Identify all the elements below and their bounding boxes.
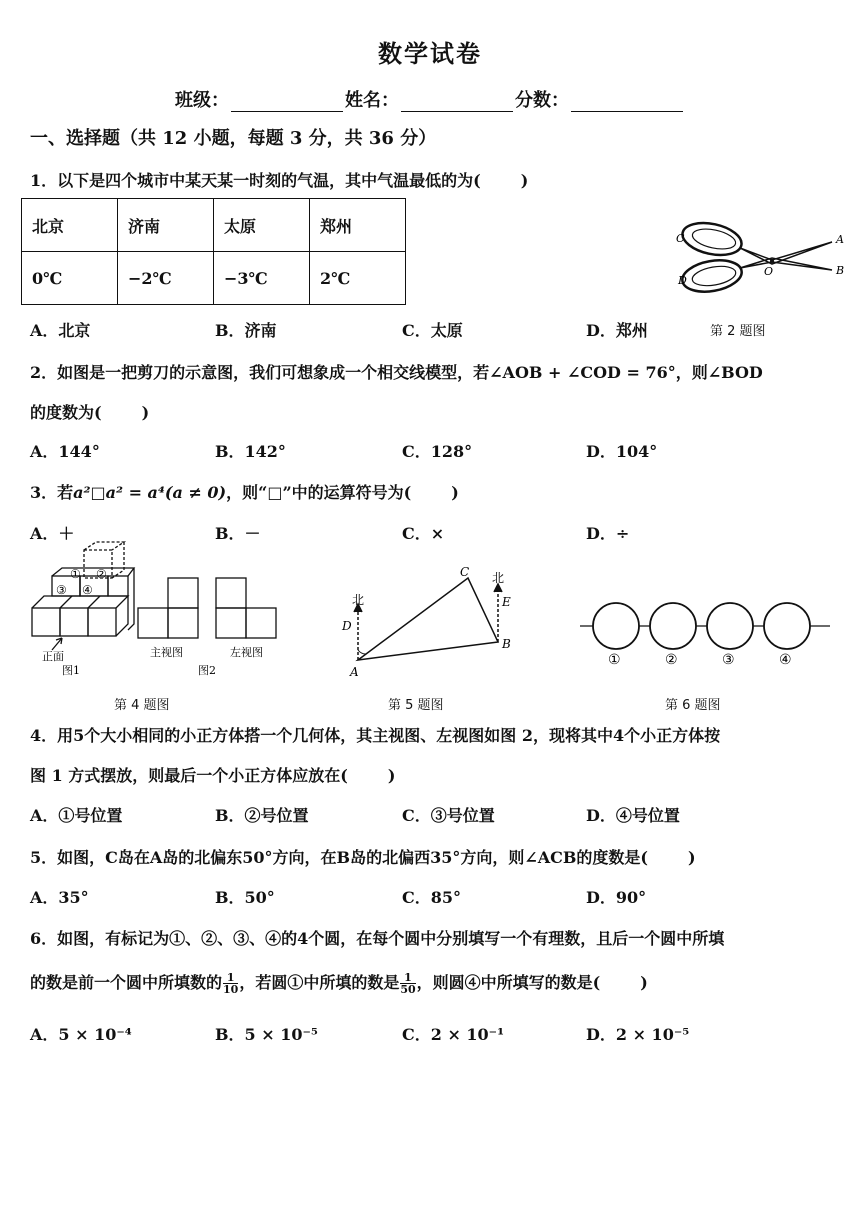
circle-2-label: ② bbox=[665, 652, 678, 668]
class-label: 班级： bbox=[175, 90, 229, 111]
north-label-a: 北 bbox=[352, 593, 365, 607]
option-c[interactable]: C．128° bbox=[402, 442, 473, 461]
option-b[interactable]: B．－ bbox=[215, 524, 261, 543]
option-b[interactable]: B．142° bbox=[215, 442, 286, 461]
table-row bbox=[22, 252, 406, 305]
option-c[interactable]: C．× bbox=[402, 524, 445, 543]
circle-1-label: ① bbox=[608, 652, 621, 668]
label-O: O bbox=[764, 265, 774, 278]
pos-4-label: ④ bbox=[82, 583, 93, 597]
question-2-line-2: 的度数为( ) bbox=[30, 403, 150, 422]
name-label: 姓名： bbox=[345, 90, 399, 111]
fig1-label: 图1 bbox=[62, 664, 80, 677]
option-a[interactable]: A．北京 bbox=[30, 321, 91, 340]
question-1: 1．以下是四个城市中某天某一时刻的气温，其中气温最低的为( ) bbox=[30, 171, 529, 190]
figure-2-caption: 第 2 题图 bbox=[710, 324, 766, 339]
option-b[interactable]: B．②号位置 bbox=[215, 806, 309, 825]
option-a[interactable]: A．35° bbox=[30, 888, 89, 907]
option-a[interactable]: A．＋ bbox=[30, 524, 75, 543]
scissors-figure bbox=[672, 212, 852, 302]
question-4-line-1: 4．用5个大小相同的小正方体搭一个几何体，其主视图、左视图如图 2，现将其中4个小正方体按 bbox=[30, 726, 721, 745]
circle-3-label: ③ bbox=[722, 652, 735, 668]
name-blank bbox=[401, 93, 513, 112]
option-d[interactable]: D．90° bbox=[586, 888, 647, 907]
fig2-label: 图2 bbox=[198, 664, 216, 677]
question-4-line-2: 图 1 方式摆放，则最后一个小正方体应放在( ) bbox=[30, 766, 396, 785]
label-D: D bbox=[678, 274, 687, 287]
table-cell: 郑州 bbox=[310, 199, 406, 252]
question-6-line-1: 6．如图，有标记为①、②、③、④的4个圆，在每个圆中分别填写一个有理数，且后一个圆中所填 bbox=[30, 929, 725, 948]
question-3-expression: a²□a² = a⁴(a ≠ 0) bbox=[73, 483, 227, 502]
option-b[interactable]: B．50° bbox=[215, 888, 275, 907]
question-6-line-2: 的数是前一个圆中所填数的 $\frac{1}{10}$ ，若圆①中所填的数是 $\frac{1}{50}$ ，则圆④中所填写的数是( ) bbox=[30, 971, 648, 996]
table-cell: −2℃ bbox=[118, 252, 214, 305]
label-E: E bbox=[502, 595, 511, 609]
question-2-line-1: 2．如图是一把剪刀的示意图，我们可想象成一个相交线模型，若∠AOB + ∠COD = 76°，则∠BOD bbox=[30, 363, 763, 382]
score-blank bbox=[571, 93, 683, 112]
option-c[interactable]: C．85° bbox=[402, 888, 462, 907]
option-d[interactable]: D．104° bbox=[586, 442, 658, 461]
option-d[interactable]: D．2 × 10⁻⁵ bbox=[586, 1025, 690, 1044]
label-A: A bbox=[350, 665, 359, 679]
table-cell: 0℃ bbox=[22, 252, 118, 305]
table-cell: −3℃ bbox=[214, 252, 310, 305]
option-d[interactable]: D．郑州 bbox=[586, 321, 648, 340]
student-info-row bbox=[0, 86, 860, 112]
table-cell: 北京 bbox=[22, 199, 118, 252]
figure-4-caption: 第 4 题图 bbox=[114, 698, 170, 713]
front-label: 正面 bbox=[42, 650, 64, 663]
section-title: 一、选择题（共 12 小题，每题 3 分，共 36 分） bbox=[30, 128, 437, 149]
figure-5-caption: 第 5 题图 bbox=[388, 698, 444, 713]
option-c[interactable]: C．太原 bbox=[402, 321, 463, 340]
pos-3-label: ③ bbox=[56, 583, 67, 597]
label-B: B bbox=[502, 637, 511, 651]
label-A: A bbox=[836, 233, 844, 246]
label-C: C bbox=[460, 565, 470, 579]
option-a[interactable]: A．144° bbox=[30, 442, 100, 461]
figure-5-triangle bbox=[330, 564, 530, 682]
fraction-one-tenth: $\frac{1}{10}$ bbox=[223, 971, 239, 996]
table-cell: 太原 bbox=[214, 199, 310, 252]
pos-1-label: ① bbox=[70, 567, 81, 581]
north-label-b: 北 bbox=[492, 571, 505, 585]
page-title: 数学试卷 bbox=[378, 39, 482, 68]
figure-6-circles bbox=[576, 596, 834, 676]
option-c[interactable]: C．2 × 10⁻¹ bbox=[402, 1025, 505, 1044]
option-d[interactable]: D．÷ bbox=[586, 524, 630, 543]
question-1-text: 1．以下是四个城市中某天某一时刻的气温，其中气温最低的为( bbox=[30, 171, 481, 190]
table-row bbox=[22, 199, 406, 252]
question-5: 5．如图，C岛在A岛的北偏东50°方向，在B岛的北偏西35°方向，则∠ACB的度数是( ) bbox=[30, 848, 696, 867]
option-a[interactable]: A．5 × 10⁻⁴ bbox=[30, 1025, 132, 1044]
table-cell: 济南 bbox=[118, 199, 214, 252]
figure-6-caption: 第 6 题图 bbox=[665, 698, 721, 713]
option-d[interactable]: D．④号位置 bbox=[586, 806, 680, 825]
figure-4-cubes bbox=[22, 540, 292, 680]
left-view-label: 左视图 bbox=[230, 646, 263, 659]
option-b[interactable]: B．5 × 10⁻⁵ bbox=[215, 1025, 318, 1044]
class-blank bbox=[231, 93, 343, 112]
fraction-one-fiftieth: $\frac{1}{50}$ bbox=[400, 971, 416, 996]
main-view-label: 主视图 bbox=[150, 646, 183, 659]
question-3: 3．若a²□a² = a⁴(a ≠ 0)，则“□”中的运算符号为( ) bbox=[30, 483, 459, 502]
pos-2-label: ② bbox=[96, 567, 107, 581]
label-B: B bbox=[836, 264, 845, 277]
label-C: C bbox=[676, 232, 685, 245]
temperature-table bbox=[21, 198, 406, 305]
circle-4-label: ④ bbox=[779, 652, 792, 668]
option-b[interactable]: B．济南 bbox=[215, 321, 277, 340]
score-label: 分数： bbox=[515, 90, 569, 111]
label-D: D bbox=[342, 619, 352, 633]
option-a[interactable]: A．①号位置 bbox=[30, 806, 123, 825]
table-cell: 2℃ bbox=[310, 252, 406, 305]
option-c[interactable]: C．③号位置 bbox=[402, 806, 495, 825]
